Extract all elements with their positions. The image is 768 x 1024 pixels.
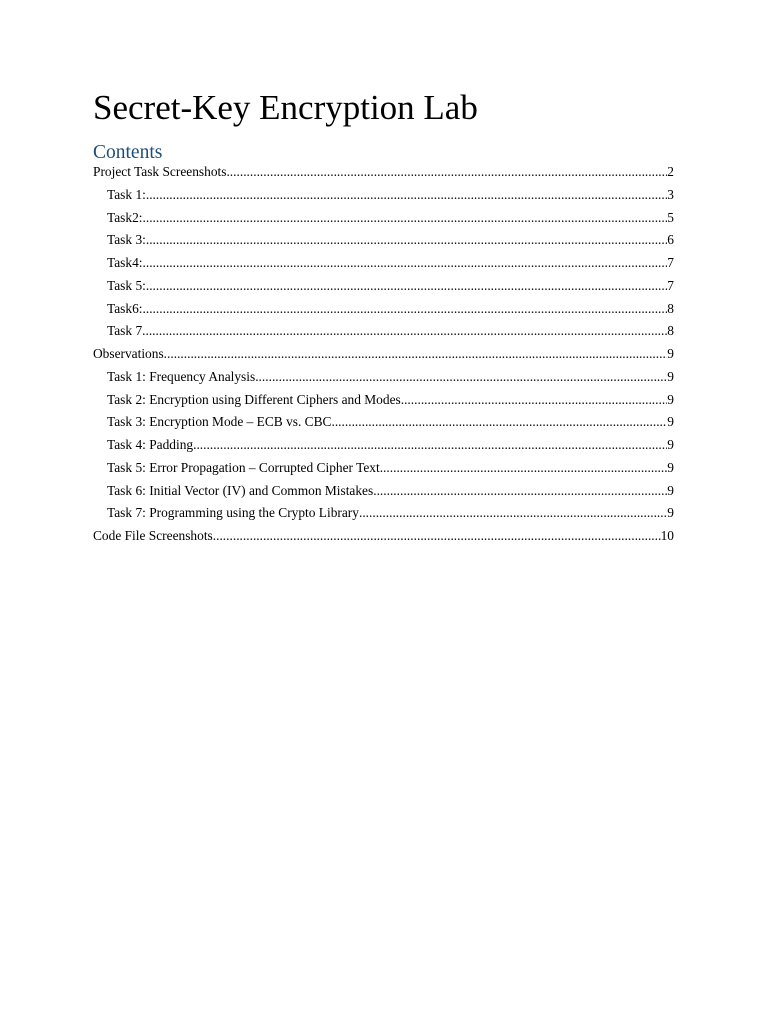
toc-entry-subsection[interactable] bbox=[93, 411, 674, 434]
toc-entry-label: Task 1: bbox=[107, 186, 146, 202]
toc-dot-leader bbox=[359, 502, 667, 525]
toc-dot-leader bbox=[193, 434, 667, 457]
toc-entry-label: Task6: bbox=[107, 300, 143, 316]
toc-entry-label: Task 7 bbox=[107, 323, 143, 339]
toc-dot-leader bbox=[213, 525, 661, 548]
toc-dot-leader bbox=[146, 229, 667, 252]
toc-dot-leader bbox=[255, 366, 667, 389]
toc-entry-label: Observations bbox=[93, 346, 164, 361]
toc-entry-subsection[interactable] bbox=[93, 184, 674, 207]
toc-dot-leader bbox=[373, 480, 667, 503]
toc-page-number: 9 bbox=[667, 346, 674, 361]
toc-dot-leader bbox=[146, 184, 667, 207]
toc-page-number: 3 bbox=[667, 186, 674, 202]
toc-entry-subsection[interactable] bbox=[93, 320, 674, 343]
toc-page-number: 6 bbox=[667, 232, 674, 248]
toc-entry-subsection[interactable] bbox=[93, 252, 674, 275]
toc-page-number: 10 bbox=[660, 528, 674, 543]
toc-page-number: 9 bbox=[667, 482, 674, 498]
toc-entry-label: Task 3: bbox=[107, 232, 146, 248]
toc-dot-leader bbox=[146, 275, 667, 298]
toc-entry-subsection[interactable] bbox=[93, 480, 674, 503]
toc-entry-subsection[interactable] bbox=[93, 366, 674, 389]
toc-page-number: 9 bbox=[667, 459, 674, 475]
toc-entry-label: Task 5: bbox=[107, 277, 146, 293]
toc-entry-label: Code File Screenshots bbox=[93, 528, 213, 543]
toc-entry-label: Project Task Screenshots bbox=[93, 164, 227, 179]
toc-dot-leader bbox=[143, 207, 668, 230]
toc-page-number: 8 bbox=[667, 300, 674, 316]
toc-entry-label: Task 1: Frequency Analysis bbox=[107, 368, 256, 384]
table-of-contents bbox=[93, 161, 674, 548]
toc-dot-leader bbox=[143, 252, 668, 275]
toc-entry-section[interactable] bbox=[93, 161, 674, 184]
toc-page-number: 9 bbox=[667, 368, 674, 384]
toc-entry-label: Task 5: Error Propagation – Corrupted Cipher Text bbox=[107, 459, 380, 475]
toc-dot-leader bbox=[380, 457, 668, 480]
toc-entry-subsection[interactable] bbox=[93, 298, 674, 321]
toc-page-number: 8 bbox=[667, 323, 674, 339]
toc-entry-subsection[interactable] bbox=[93, 457, 674, 480]
toc-dot-leader bbox=[401, 389, 668, 412]
toc-entry-label: Task 7: Programming using the Crypto Library bbox=[107, 505, 359, 521]
toc-entry-label: Task 3: Encryption Mode – ECB vs. CBC bbox=[107, 414, 332, 430]
toc-page-number: 9 bbox=[667, 437, 674, 452]
toc-entry-subsection[interactable] bbox=[93, 229, 674, 252]
toc-page-number: 9 bbox=[667, 391, 674, 407]
toc-dot-leader bbox=[331, 411, 667, 434]
toc-entry-label: Task 6: Initial Vector (IV) and Common Mistakes bbox=[107, 482, 374, 498]
toc-dot-leader bbox=[226, 161, 667, 184]
toc-page-number: 7 bbox=[667, 255, 674, 270]
toc-entry-label: Task 4: Padding bbox=[107, 437, 194, 452]
toc-page-number: 7 bbox=[667, 277, 674, 293]
toc-dot-leader bbox=[164, 343, 668, 366]
toc-entry-subsection[interactable] bbox=[93, 502, 674, 525]
toc-page-number: 2 bbox=[667, 164, 674, 179]
toc-entry-section[interactable] bbox=[93, 343, 674, 366]
toc-entry-subsection[interactable] bbox=[93, 434, 674, 457]
toc-page-number: 9 bbox=[667, 414, 674, 430]
toc-dot-leader bbox=[143, 298, 668, 321]
toc-entry-label: Task2: bbox=[107, 209, 143, 225]
toc-entry-label: Task4: bbox=[107, 255, 143, 270]
toc-entry-subsection[interactable] bbox=[93, 207, 674, 230]
toc-entry-subsection[interactable] bbox=[93, 389, 674, 412]
toc-entry-label: Task 2: Encryption using Different Ciphers and Modes bbox=[107, 391, 401, 407]
toc-page-number: 9 bbox=[667, 505, 674, 521]
document-title: Secret-Key Encryption Lab bbox=[93, 88, 478, 127]
toc-dot-leader bbox=[142, 320, 667, 343]
toc-page-number: 5 bbox=[667, 209, 674, 225]
toc-entry-section[interactable] bbox=[93, 525, 674, 548]
toc-heading: Contents bbox=[93, 142, 163, 163]
toc-entry-subsection[interactable] bbox=[93, 275, 674, 298]
